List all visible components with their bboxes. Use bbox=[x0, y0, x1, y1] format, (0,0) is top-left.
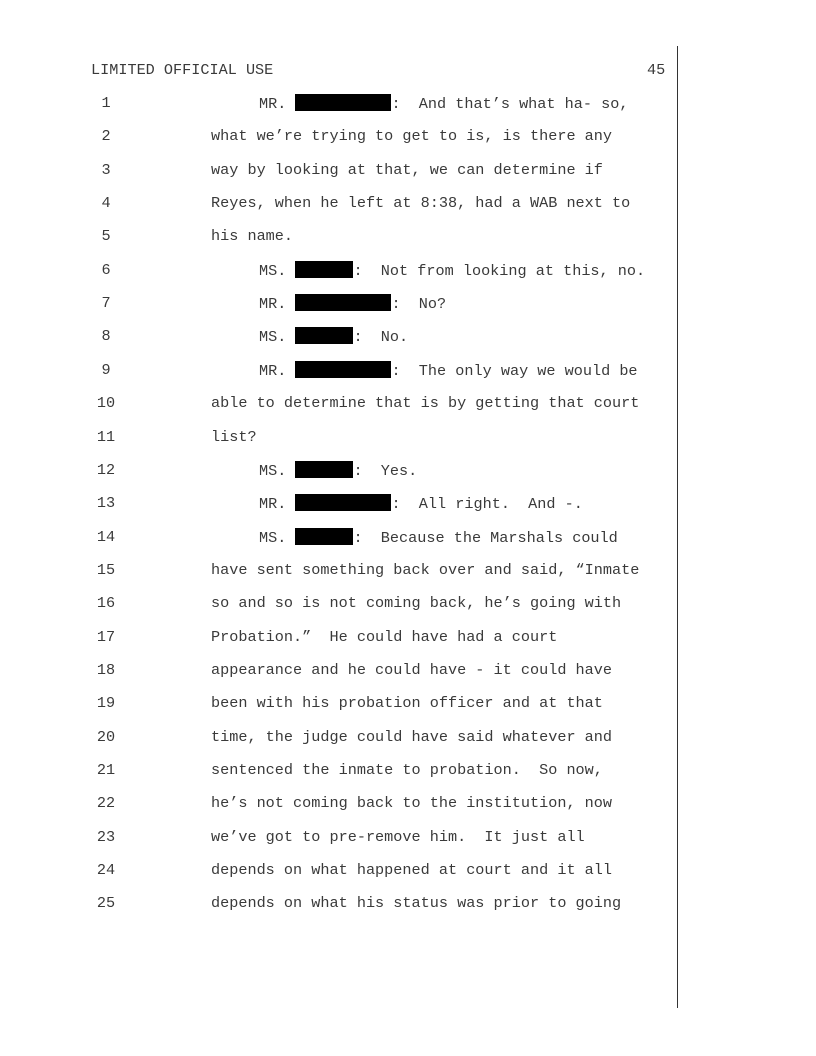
transcript-line bbox=[0, 794, 680, 814]
line-number: 2 bbox=[101, 127, 111, 146]
transcript-line bbox=[0, 428, 680, 448]
line-number: 24 bbox=[96, 861, 116, 880]
transcript-line bbox=[0, 828, 680, 848]
transcript-line bbox=[0, 528, 680, 548]
line-number: 15 bbox=[96, 560, 116, 579]
line-number: 4 bbox=[101, 194, 111, 213]
line-text: have sent something back over and said, “Inmate bbox=[211, 560, 640, 579]
speaker-statement: : No. bbox=[353, 328, 409, 347]
transcript-line bbox=[0, 761, 680, 781]
line-text: sentenced the inmate to probation. So now, bbox=[211, 761, 603, 779]
line-number: 7 bbox=[101, 294, 111, 313]
speaker-statement: : The only way we would be bbox=[391, 361, 638, 380]
line-number: 14 bbox=[96, 527, 116, 546]
speaker-turn bbox=[259, 361, 638, 380]
classification-header: LIMITED OFFICIAL USE bbox=[91, 61, 274, 79]
line-number: 9 bbox=[101, 360, 111, 379]
transcript-line bbox=[0, 628, 680, 648]
line-number: 23 bbox=[96, 827, 116, 846]
line-text: his name. bbox=[211, 227, 294, 246]
line-text: depends on what his status was prior to going bbox=[211, 894, 622, 913]
line-text: able to determine that is by getting that court bbox=[211, 394, 640, 413]
redaction-box bbox=[295, 361, 391, 378]
line-text: time, the judge could have said whatever and bbox=[211, 727, 613, 746]
speaker-turn bbox=[259, 494, 583, 513]
line-number: 5 bbox=[101, 227, 111, 246]
transcript-line bbox=[0, 461, 680, 481]
redaction-box bbox=[295, 494, 391, 511]
speaker-title: MS. bbox=[259, 328, 287, 347]
transcript-line bbox=[0, 127, 680, 147]
speaker-title: MS. bbox=[259, 528, 287, 547]
line-number: 16 bbox=[96, 594, 116, 613]
line-number: 13 bbox=[96, 494, 116, 513]
transcript-line bbox=[0, 561, 680, 581]
transcript-line bbox=[0, 361, 680, 381]
line-text: he’s not coming back to the institution, now bbox=[211, 794, 613, 813]
line-text: we’ve got to pre-remove him. It just all bbox=[211, 827, 585, 846]
transcript-line bbox=[0, 294, 680, 314]
speaker-title: MR. bbox=[259, 361, 287, 380]
speaker-turn bbox=[259, 461, 417, 480]
line-text: list? bbox=[211, 427, 257, 446]
speaker-statement: : Not from looking at this, no. bbox=[353, 261, 646, 280]
line-number: 10 bbox=[96, 394, 116, 413]
page-number: 45 bbox=[647, 61, 666, 79]
transcript-line bbox=[0, 661, 680, 681]
transcript-line bbox=[0, 728, 680, 748]
transcript-line bbox=[0, 894, 680, 914]
speaker-title: MR. bbox=[259, 495, 287, 514]
transcript-line bbox=[0, 327, 680, 347]
redaction-box bbox=[295, 294, 391, 311]
line-number: 8 bbox=[101, 327, 111, 346]
speaker-title: MS. bbox=[259, 261, 287, 280]
transcript-line bbox=[0, 394, 680, 414]
transcript-line bbox=[0, 261, 680, 281]
line-number: 25 bbox=[96, 894, 116, 913]
line-text: Probation.” He could have had a court bbox=[211, 627, 558, 646]
line-number: 21 bbox=[96, 761, 116, 779]
line-number: 18 bbox=[96, 660, 116, 679]
line-number: 22 bbox=[96, 794, 116, 813]
line-number: 11 bbox=[96, 427, 116, 446]
transcript-line bbox=[0, 594, 680, 614]
transcript-line bbox=[0, 494, 680, 514]
line-text: so and so is not coming back, he’s going with bbox=[211, 594, 622, 613]
transcript-line bbox=[0, 94, 680, 114]
transcript-line bbox=[0, 194, 680, 214]
speaker-turn bbox=[259, 528, 618, 547]
line-text: appearance and he could have - it could have bbox=[211, 660, 613, 679]
line-number: 12 bbox=[96, 460, 116, 479]
speaker-turn bbox=[259, 294, 446, 313]
line-text: way by looking at that, we can determine if bbox=[211, 160, 603, 179]
redaction-box bbox=[295, 327, 353, 344]
line-text: Reyes, when he left at 8:38, had a WAB next to bbox=[211, 194, 631, 213]
speaker-statement: : All right. And -. bbox=[391, 495, 583, 514]
speaker-statement: : No? bbox=[391, 295, 447, 314]
speaker-statement: : And that’s what ha- so, bbox=[391, 95, 629, 113]
line-number: 20 bbox=[96, 727, 116, 746]
redaction-box bbox=[295, 528, 353, 545]
speaker-title: MS. bbox=[259, 461, 287, 480]
line-number: 17 bbox=[96, 627, 116, 646]
speaker-title: MR. bbox=[259, 295, 287, 314]
line-number: 1 bbox=[101, 94, 111, 112]
line-number: 3 bbox=[101, 160, 111, 179]
speaker-title: MR. bbox=[259, 95, 287, 113]
speaker-statement: : Yes. bbox=[353, 461, 418, 480]
line-number: 6 bbox=[101, 260, 111, 279]
line-text: been with his probation officer and at that bbox=[211, 694, 603, 713]
transcript-line bbox=[0, 694, 680, 714]
line-number: 19 bbox=[96, 694, 116, 713]
redaction-box bbox=[295, 94, 391, 111]
speaker-turn bbox=[259, 94, 628, 113]
speaker-statement: : Because the Marshals could bbox=[353, 528, 618, 547]
transcript-line bbox=[0, 861, 680, 881]
line-text: what we’re trying to get to is, is there any bbox=[211, 127, 613, 146]
redaction-box bbox=[295, 461, 353, 478]
line-text: depends on what happened at court and it all bbox=[211, 861, 613, 880]
redaction-box bbox=[295, 261, 353, 278]
speaker-turn bbox=[259, 261, 645, 280]
transcript-line bbox=[0, 227, 680, 247]
speaker-turn bbox=[259, 327, 408, 346]
transcript-line bbox=[0, 161, 680, 181]
